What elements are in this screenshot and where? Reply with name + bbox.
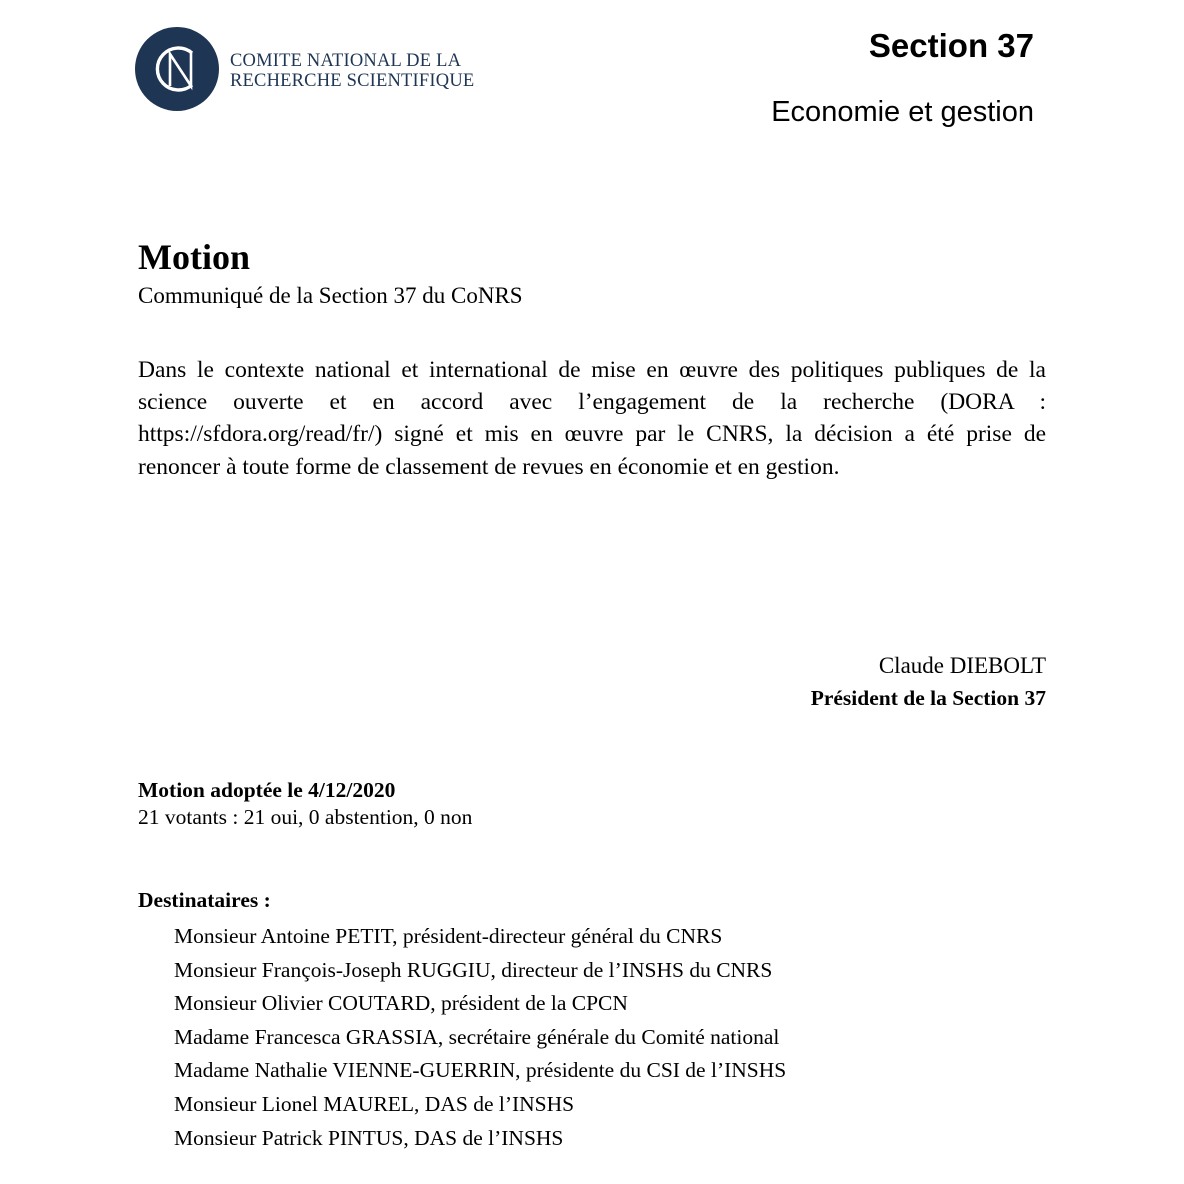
recipients-title: Destinataires : <box>138 888 271 912</box>
recipient-item: Monsieur Lionel MAUREL, DAS de l’INSHS <box>174 1091 575 1116</box>
vote-title: Motion adoptée le 4/12/2020 <box>138 778 396 802</box>
logo-line-1: COMITE NATIONAL DE LA <box>230 51 462 71</box>
recipient-item: Monsieur Antoine PETIT, président-directeur général du CNRS <box>174 924 723 948</box>
section-subtitle: Economie et gestion <box>771 96 1034 128</box>
recipient-item: Monsieur François-Joseph RUGGIU, directeur de l’INSHS du CNRS <box>174 957 773 982</box>
recipient-item: Madame Francesca GRASSIA, secrétaire générale du Comité national <box>174 1024 780 1049</box>
signer-title: Président de la Section 37 <box>810 686 1046 710</box>
cn-logo-icon <box>134 26 220 112</box>
vote-result: 21 votants : 21 oui, 0 abstention, 0 non <box>138 805 473 829</box>
recipient-item: Monsieur Patrick PINTUS, DAS de l’INSHS <box>174 1125 564 1150</box>
section-title: Section 37 <box>868 27 1034 64</box>
recipients-list <box>174 920 786 1155</box>
motion-body: Dans le contexte national et international de mise en œuvre des politiques publiques de la science ouverte et en accord avec l’engagement de la recherche (DORA : https://sfdora.org/read/fr/) signé et mis en œuvre par le CNRS, la décision a été prise de renoncer à toute forme de classement de revues en économie et en gestion. <box>138 357 1046 480</box>
motion-subheading: Communiqué de la Section 37 du CoNRS <box>138 283 523 308</box>
logo-line-2: RECHERCHE SCIENTIFIQUE <box>230 71 475 91</box>
recipient-item: Madame Nathalie VIENNE-GUERRIN, présidente du CSI de l’INSHS <box>174 1058 787 1083</box>
logo-wordmark <box>230 51 474 91</box>
signer-name: Claude DIEBOLT <box>878 653 1046 678</box>
motion-heading: Motion <box>138 237 250 277</box>
recipient-item: Monsieur Olivier COUTARD, président de la CPCN <box>174 991 628 1016</box>
cnrs-logo <box>134 26 494 116</box>
